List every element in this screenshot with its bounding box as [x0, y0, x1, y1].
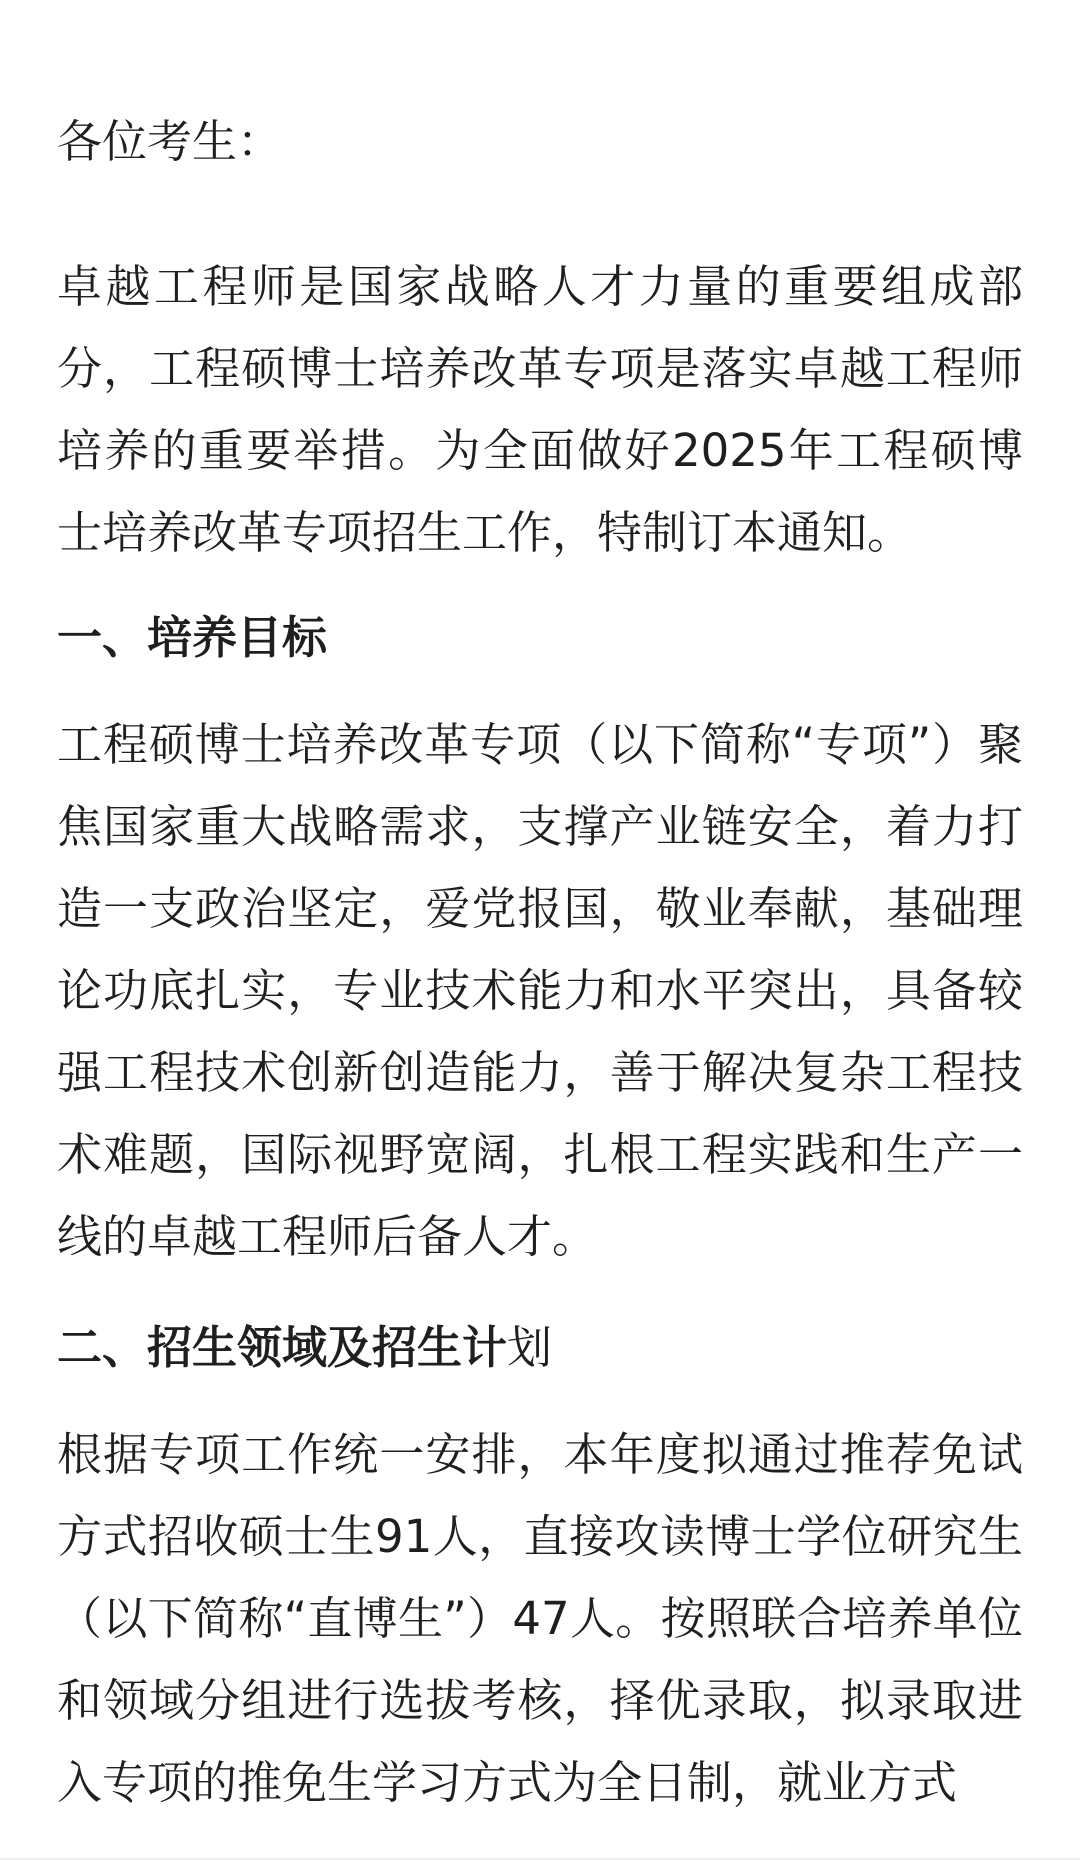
- greeting: 各位考生：: [57, 115, 283, 168]
- section-heading-training-goal: 一、培养目标: [57, 611, 328, 664]
- heading-tail-part: 划: [507, 1321, 553, 1374]
- heading-bold-part: 二、招生领域及招生计: [57, 1321, 508, 1374]
- enrollment-paragraph: 根据专项工作统一安排，本年度拟通过推荐免试方式招收硕士生91人，直接攻读博士学位研究生（以下简称“直博生”）47人。按照联合培养单位和领域分组进行选拔考核，择优录取，拟录取进入专项的推免生学习方式为全日制，就业方式: [57, 1428, 1023, 1809]
- section-heading-enrollment: [57, 1318, 552, 1378]
- training-goal-paragraph: 工程硕博士培养改革专项（以下简称“专项”）聚焦国家重大战略需求，支撑产业链安全，着力打造一支政治坚定，爱党报国，敬业奉献，基础理论功底扎实，专业技术能力和水平突出，具备较强工程技术创新创造能力，善于解决复杂工程技术难题，国际视野宽阔，扎根工程实践和生产一线的卓越工程师后备人才。: [57, 718, 1023, 1263]
- intro-paragraph: 卓越工程师是国家战略人才力量的重要组成部分，工程硕博士培养改革专项是落实卓越工程师培养的重要举措。为全面做好2025年工程硕博士培养改革专项招生工作，特制订本通知。: [57, 260, 1023, 559]
